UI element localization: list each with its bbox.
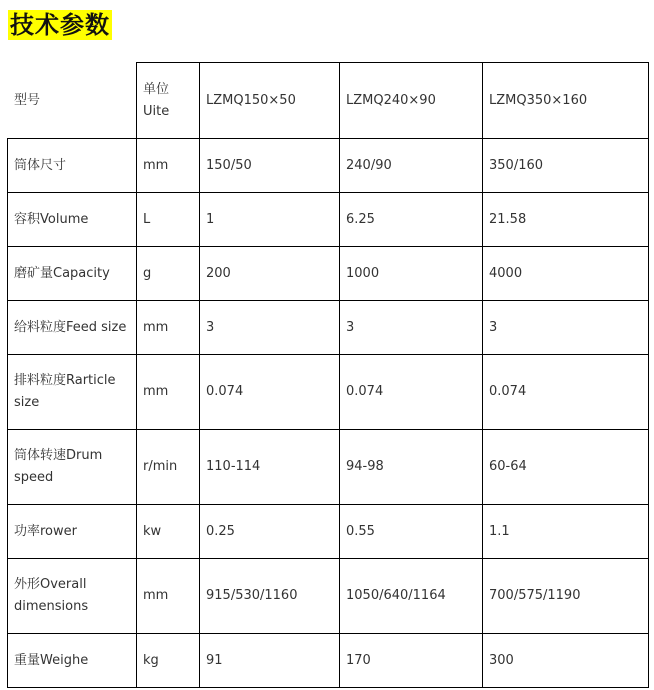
table-row (8, 634, 649, 688)
header-model-350-cell: LZMQ350×160 (483, 63, 649, 139)
technical-parameters-table (7, 62, 649, 688)
model-240-cell: 6.25 (340, 193, 483, 247)
model-150-cell: 1 (200, 193, 340, 247)
unit-cell: mm (137, 301, 200, 355)
param-name-cell: 磨矿量Capacity (8, 247, 137, 301)
unit-cell: mm (137, 559, 200, 634)
model-350-cell: 3 (483, 301, 649, 355)
table-row (8, 193, 649, 247)
model-350-cell: 21.58 (483, 193, 649, 247)
table-row (8, 247, 649, 301)
model-150-cell: 915/530/1160 (200, 559, 340, 634)
model-240-cell: 1000 (340, 247, 483, 301)
table-row (8, 505, 649, 559)
model-150-cell: 3 (200, 301, 340, 355)
param-name-cell: 容积Volume (8, 193, 137, 247)
param-name-cell: 外形Overall dimensions (8, 559, 137, 634)
header-param-name-cell: 型号 (8, 63, 137, 139)
model-240-cell: 1050/640/1164 (340, 559, 483, 634)
table-row (8, 355, 649, 430)
table-row (8, 139, 649, 193)
model-150-cell: 150/50 (200, 139, 340, 193)
param-name-cell: 筒体转速Drum speed (8, 430, 137, 505)
model-350-cell: 700/575/1190 (483, 559, 649, 634)
table-body (8, 63, 649, 688)
header-model-150-cell: LZMQ150×50 (200, 63, 340, 139)
param-name-cell: 功率rower (8, 505, 137, 559)
table-row (8, 430, 649, 505)
unit-cell: mm (137, 355, 200, 430)
model-150-cell: 91 (200, 634, 340, 688)
model-350-cell: 350/160 (483, 139, 649, 193)
model-240-cell: 0.55 (340, 505, 483, 559)
unit-cell: kw (137, 505, 200, 559)
model-240-cell: 240/90 (340, 139, 483, 193)
model-350-cell: 300 (483, 634, 649, 688)
model-150-cell: 0.25 (200, 505, 340, 559)
model-350-cell: 0.074 (483, 355, 649, 430)
model-240-cell: 3 (340, 301, 483, 355)
unit-cell: g (137, 247, 200, 301)
model-150-cell: 0.074 (200, 355, 340, 430)
section-title-wrap (8, 10, 112, 40)
model-240-cell: 94-98 (340, 430, 483, 505)
header-unit-cell: 单位 Uite (137, 63, 200, 139)
model-150-cell: 200 (200, 247, 340, 301)
table-row (8, 301, 649, 355)
unit-cell: L (137, 193, 200, 247)
model-350-cell: 60-64 (483, 430, 649, 505)
param-name-cell: 给料粒度Feed size (8, 301, 137, 355)
section-title: 技术参数 (10, 11, 110, 39)
table-row (8, 559, 649, 634)
model-240-cell: 170 (340, 634, 483, 688)
param-name-cell: 筒体尺寸 (8, 139, 137, 193)
param-name-cell: 排料粒度Rarticle size (8, 355, 137, 430)
header-model-240-cell: LZMQ240×90 (340, 63, 483, 139)
model-350-cell: 4000 (483, 247, 649, 301)
table-header-row (8, 63, 649, 139)
unit-cell: mm (137, 139, 200, 193)
unit-cell: r/min (137, 430, 200, 505)
model-150-cell: 110-114 (200, 430, 340, 505)
model-350-cell: 1.1 (483, 505, 649, 559)
model-240-cell: 0.074 (340, 355, 483, 430)
param-name-cell: 重量Weighe (8, 634, 137, 688)
unit-cell: kg (137, 634, 200, 688)
